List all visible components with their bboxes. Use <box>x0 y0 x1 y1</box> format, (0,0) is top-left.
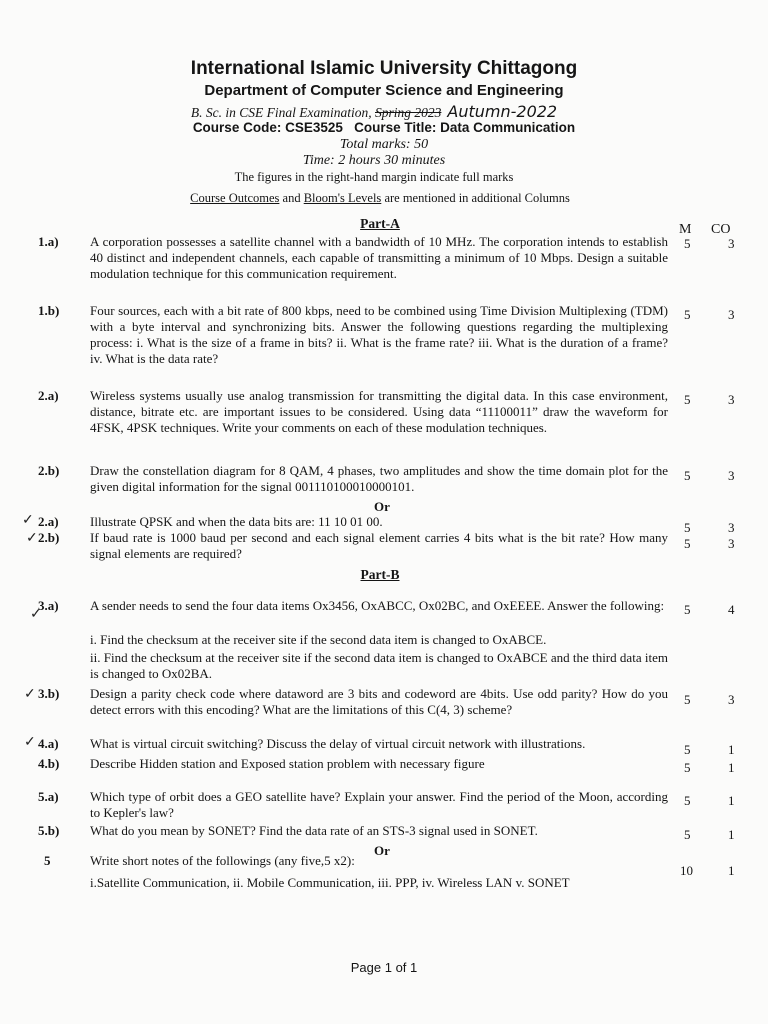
course-title: Course Title: Data Communication <box>354 120 576 135</box>
question-number: 1.a) <box>38 234 59 249</box>
question-marks: 5 <box>684 602 691 617</box>
question-marks: 5 <box>684 307 691 322</box>
question-number: 4.b) <box>38 756 60 771</box>
question-marks: 5 <box>684 536 691 551</box>
question-number: 3.a) <box>38 598 59 613</box>
question-number: 5.a) <box>38 789 59 804</box>
question-number: 3.b) <box>38 686 60 701</box>
exam-title <box>0 102 758 121</box>
handwritten-tick-icon: ✓ <box>22 513 34 528</box>
question-subpart: i.Satellite Communication, ii. Mobile Communication, iii. PPP, iv. Wireless LAN v. SONET <box>90 875 570 890</box>
question-text: Four sources, each with a bit rate of 800 kbps, need to be combined using Time Division Multiplexing (TDM) with a byte interval and synchronizing bits. Answer the following questions regarding the multiplexing process: i. What is the size of a frame in bits? ii. What is the frame rate? iii. What is the duration of a frame? iv. What is the data rate? <box>90 303 668 366</box>
question-text: If baud rate is 1000 baud per second and each signal element carries 4 bits what is the bit rate? How many signal elements are required? <box>90 530 668 561</box>
marks-column-header: M <box>679 222 692 237</box>
handwritten-tick-icon: ✓ <box>24 687 36 702</box>
exam-time: Time: 2 hours 30 minutes <box>302 153 446 168</box>
university-name: International Islamic University Chittagong <box>190 58 578 79</box>
marks-note: The figures in the right-hand margin indicate full marks <box>234 170 514 184</box>
question-text: What is virtual circuit switching? Discuss the delay of virtual circuit network with illustrations. <box>90 736 586 751</box>
question-text: A corporation possesses a satellite channel with a bandwidth of 10 MHz. The corporation intends to establish 40 distinct and independent channels, each capable of transmitting a minimum of 10 Mbps. Design a suitable modulation technique for this communication requirement. <box>90 234 668 281</box>
question-number: 4.a) <box>38 736 59 751</box>
question-text: Write short notes of the followings (any five,5 x2): <box>90 853 355 868</box>
question-text: Illustrate QPSK and when the data bits are: 11 10 01 00. <box>90 514 383 529</box>
or-separator: Or <box>374 499 390 514</box>
question-co: 1 <box>728 742 735 757</box>
outcomes-rest: are mentioned in additional Columns <box>381 191 570 205</box>
question-text: Draw the constellation diagram for 8 QAM, 4 phases, two amplitudes and show the time domain plot for the given digital information for the signal 001110100010000101. <box>90 463 668 494</box>
question-marks: 5 <box>684 742 691 757</box>
question-marks: 5 <box>684 760 691 775</box>
question-text: Wireless systems usually use analog transmission for transmitting the digital data. In this case environment, distance, bitrate etc. are important issues to be considered. Using data “11100011” draw the waveform for 4FSK, 4PSK techniques. Write your comments on each of these modulation techniques. <box>90 388 668 435</box>
question-co: 1 <box>728 793 735 808</box>
question-co: 3 <box>728 692 735 707</box>
co-column-header: CO <box>711 222 731 237</box>
question-number: 2.a) <box>38 514 59 529</box>
question-subpart: ii. Find the checksum at the receiver site if the second data item is changed to OxABCE and the third data item is changed to Ox02BA. <box>90 650 668 681</box>
question-number: 2.b) <box>38 463 60 478</box>
exam-handwritten-term: Autumn-2022 <box>447 102 558 121</box>
question-co: 3 <box>728 307 735 322</box>
exam-prefix: B. Sc. in CSE Final Examination, <box>190 105 375 120</box>
question-text: Describe Hidden station and Exposed station problem with necessary figure <box>90 756 485 771</box>
question-number: 5 <box>44 853 51 868</box>
handwritten-tick-icon: ✓ <box>30 607 42 622</box>
question-marks: 5 <box>684 468 691 483</box>
question-co: 3 <box>728 236 735 251</box>
outcomes-note <box>0 191 764 206</box>
question-co: 3 <box>728 520 735 535</box>
question-marks: 5 <box>684 392 691 407</box>
handwritten-tick-icon: ✓ <box>24 735 36 750</box>
course-outcomes-link: Course Outcomes <box>190 191 280 205</box>
question-number: 2.b) <box>38 530 60 545</box>
question-marks: 5 <box>684 236 691 251</box>
question-marks: 5 <box>684 692 691 707</box>
question-number: 2.a) <box>38 388 59 403</box>
question-number: 5.b) <box>38 823 60 838</box>
question-co: 1 <box>728 760 735 775</box>
question-text: A sender needs to send the four data items Ox3456, OxABCC, Ox02BC, and OxEEEE. Answer the following: <box>90 598 665 613</box>
course-code: Course Code: CSE3525 <box>192 120 343 135</box>
exam-struck-term: Spring 2023 <box>375 105 442 120</box>
question-co: 3 <box>728 392 735 407</box>
question-co: 4 <box>728 602 735 617</box>
question-marks: 5 <box>684 827 691 842</box>
question-marks: 5 <box>684 793 691 808</box>
question-subpart: i. Find the checksum at the receiver site if the second data item is changed to OxABCE. <box>90 632 547 647</box>
or-separator: Or <box>374 843 390 858</box>
question-number: 1.b) <box>38 303 60 318</box>
part-b-heading: Part-B <box>360 567 400 582</box>
question-marks: 5 <box>684 520 691 535</box>
department-name: Department of Computer Science and Engineering <box>204 82 564 99</box>
page-footer: Page 1 of 1 <box>350 960 418 975</box>
question-co: 1 <box>728 827 735 842</box>
total-marks: Total marks: 50 <box>339 137 429 152</box>
part-a-heading: Part-A <box>360 216 400 231</box>
question-co: 3 <box>728 468 735 483</box>
handwritten-tick-icon: ✓ <box>26 531 38 546</box>
question-text: What do you mean by SONET? Find the data rate of an STS-3 signal used in SONET. <box>90 823 538 838</box>
question-text: Design a parity check code where dataword are 3 bits and codeword are 4bits. Use odd parity? How do you detect errors with this encoding? What are the limitations of this C(4, 3) scheme? <box>90 686 668 717</box>
outcomes-and: and <box>279 191 304 205</box>
question-text: Which type of orbit does a GEO satellite have? Explain your answer. Find the period of the Moon, according to Kepler's law? <box>90 789 668 820</box>
question-co: 3 <box>728 536 735 551</box>
question-marks: 10 <box>680 863 693 878</box>
question-co: 1 <box>728 863 735 878</box>
blooms-levels-link: Bloom's Levels <box>303 191 382 205</box>
course-line <box>0 120 768 135</box>
